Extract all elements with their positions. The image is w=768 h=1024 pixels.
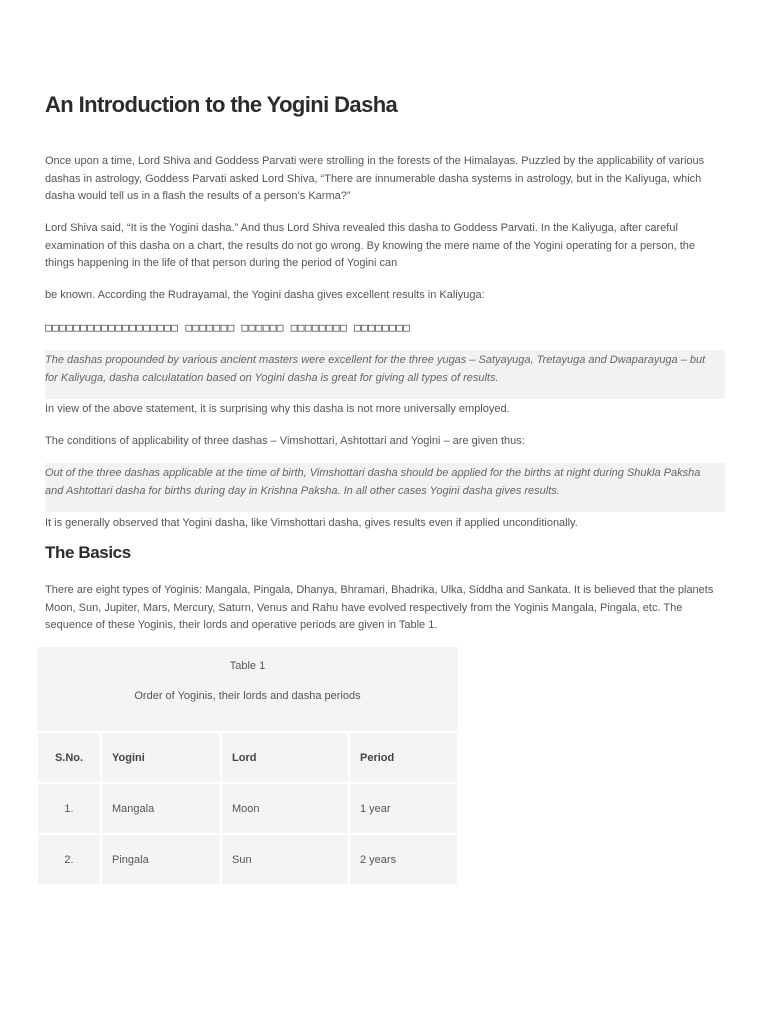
header-period: Period xyxy=(349,732,458,783)
header-lord: Lord xyxy=(221,732,349,783)
page-title: An Introduction to the Yogini Dasha xyxy=(45,92,398,117)
cell-yogini: Mangala xyxy=(101,783,221,834)
verse-translation-quote: The dashas propounded by various ancient masters were excellent for the three yugas – Satyayuga, Tretayuga and Dwaparayuga – but for Kaliyuga, dasha calculatation based on Yogini dasha is great for giving all types of results. xyxy=(45,350,725,399)
cell-lord: Sun xyxy=(221,834,349,885)
header-sno: S.No. xyxy=(37,732,101,783)
cell-sno: 1. xyxy=(37,783,101,834)
rudrayamal-paragraph: be known. According the Rudrayamal, the Yogini dasha gives excellent results in Kaliyuga: xyxy=(45,289,485,301)
cell-yogini: Pingala xyxy=(101,834,221,885)
table-row xyxy=(37,834,458,885)
conditions-quote: Out of the three dashas applicable at the time of birth, Vimshottari dasha should be applied for the births at night during Shukla Paksha and Ashtottari dasha for births during day in Krishna Paksha. In all other cases Yogini dasha gives results. xyxy=(45,463,725,512)
table-header-row xyxy=(37,732,458,783)
observation-paragraph: In view of the above statement, it is surprising why this dasha is not more universally employed. xyxy=(45,403,510,415)
cell-lord: Moon xyxy=(221,783,349,834)
cell-period: 1 year xyxy=(349,783,458,834)
unconditional-paragraph: It is generally observed that Yogini dasha, like Vimshottari dasha, gives results even if applied unconditionally. xyxy=(45,517,578,529)
table-row xyxy=(37,783,458,834)
revelation-paragraph: Lord Shiva said, “It is the Yogini dasha.” And thus Lord Shiva revealed this dasha to Goddess Parvati. In the Kaliyuga, after careful examination of this dasha on a chart, the results do not go wrong. By knowing the mere name of the Yogini operating for a person, the things happening in the life of that person during the period of Yogini can xyxy=(45,222,696,269)
sanskrit-verse: □□□□□□□□□□□□□□□□□□□ □□□□□□□ □□□□□□ □□□□□□□□ □□□□□□□□ xyxy=(45,321,411,334)
table-subtitle: Order of Yoginis, their lords and dasha periods xyxy=(134,690,361,702)
cell-period: 2 years xyxy=(349,834,458,885)
intro-paragraph: Once upon a time, Lord Shiva and Goddess Parvati were strolling in the forests of the Himalayas. Puzzled by the applicability of various dashas in astrology, Goddess Parvati asked Lord Shiva, “There are innumerable dasha systems in astrology, but in the Kaliyuga, which dasha would tell us in a flash the results of a person’s Karma?” xyxy=(45,155,705,202)
cell-sno: 2. xyxy=(37,834,101,885)
table-caption xyxy=(37,647,458,732)
conditions-paragraph: The conditions of applicability of three dashas – Vimshottari, Ashtottari and Yogini – are given thus: xyxy=(45,435,525,447)
table-title: Table 1 xyxy=(229,660,266,672)
header-yogini: Yogini xyxy=(101,732,221,783)
section-heading-basics: The Basics xyxy=(45,543,131,562)
yogini-table xyxy=(36,647,459,886)
basics-paragraph: There are eight types of Yoginis: Mangala, Pingala, Dhanya, Bhramari, Bhadrika, Ulka, Siddha and Sankata. It is believed that the planets Moon, Sun, Jupiter, Mars, Mercury, Saturn, Venus and Rahu have evolved respectively from the Yoginis Mangala, Pingala, etc. The sequence of these Yoginis, their lords and operative periods are given in Table 1. xyxy=(45,584,714,631)
